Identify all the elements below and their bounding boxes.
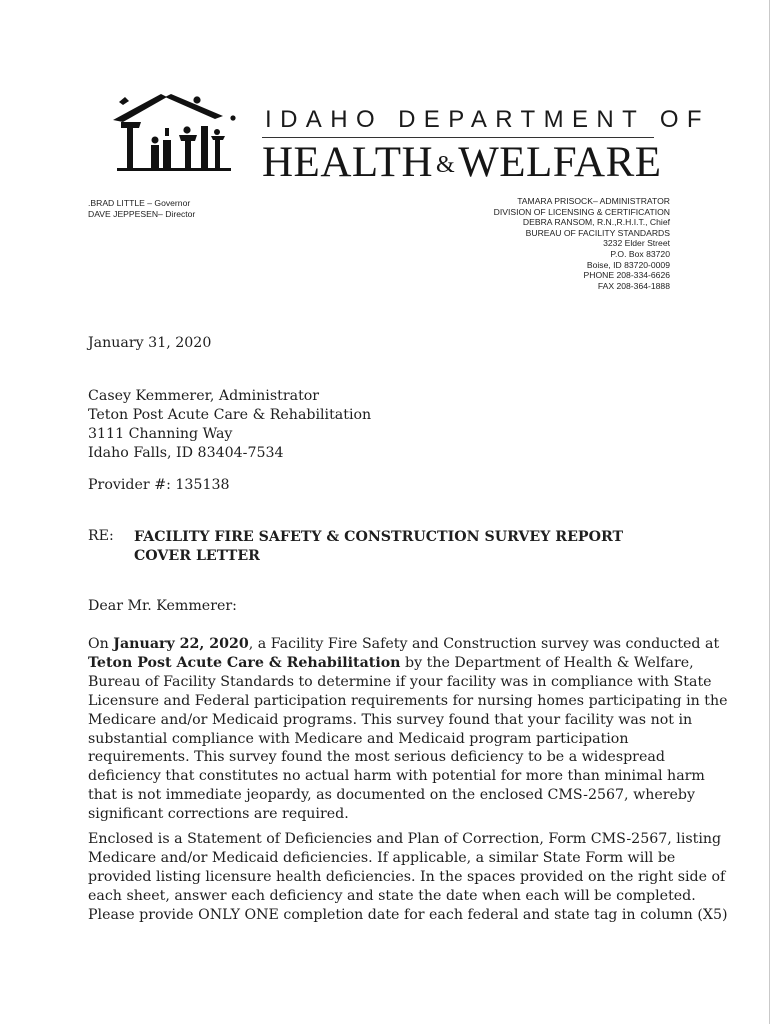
phone-line: PHONE 208-334-6626 — [583, 270, 670, 281]
paragraph-line: Please provide ONLY ONE completion date for each federal and state tag in column (X5) — [88, 906, 728, 923]
left-staff-list — [88, 198, 195, 219]
text-run: , a Facility Fire Safety and Construction survey was conducted at — [248, 636, 720, 652]
paragraph-line — [88, 654, 694, 673]
salutation: Dear Mr. Kemmerer: — [88, 598, 237, 614]
department-header-main — [262, 138, 662, 187]
recipient-address — [88, 387, 371, 463]
paragraph-line: substantial compliance with Medicare and Medicaid program participation — [88, 730, 629, 747]
recipient-line: Casey Kemmerer, Administrator — [88, 388, 320, 404]
re-label: RE: — [88, 528, 114, 544]
paragraph-line: that is not immediate jeopardy, as documented on the enclosed CMS-2567, whereby — [88, 787, 696, 804]
re-subject-line: COVER LETTER — [134, 547, 260, 564]
recipient-line: Idaho Falls, ID 83404-7534 — [88, 445, 284, 461]
dept-main-ampersand: & — [436, 152, 456, 178]
paragraph-line: Medicare and/or Medicaid programs. This survey found that your facility was not in — [88, 711, 693, 728]
department-header-top: IDAHO DEPARTMENT OF — [265, 106, 710, 133]
paragraph-line: Licensure and Federal participation requirements for nursing homes participating in the — [88, 692, 728, 709]
provider-number: Provider #: 135138 — [88, 477, 230, 493]
staff-line: BUREAU OF FACILITY STANDARDS — [525, 227, 670, 238]
right-staff-list — [470, 196, 670, 291]
paragraph-line — [88, 635, 720, 654]
paragraph-line: Medicare and/or Medicaid deficiencies. If applicable, a similar State Form will be — [88, 849, 676, 866]
staff-line: DIVISION OF LICENSING & CERTIFICATION — [493, 206, 670, 217]
fax-line: FAX 208-364-1888 — [597, 280, 670, 291]
re-subject-line: FACILITY FIRE SAFETY & CONSTRUCTION SURVEY REPORT — [134, 529, 624, 545]
staff-line: TAMARA PRISOCK– ADMINISTRATOR — [517, 196, 670, 206]
dept-main-welfare: WELFARE — [458, 139, 662, 186]
text-run: On — [88, 636, 114, 652]
re-subject — [134, 528, 623, 565]
paragraph-line: each sheet, answer each deficiency and state the date when each will be completed. — [88, 887, 696, 904]
paragraph-line: requirements. This survey found the most serious deficiency to be a widespread — [88, 749, 665, 766]
facility-name: Teton Post Acute Care & Rehabilitation — [88, 654, 401, 671]
paragraph-line: Bureau of Facility Standards to determine if your facility was in compliance with State — [88, 673, 712, 690]
address-line: P.O. Box 83720 — [610, 248, 670, 259]
staff-line: DEBRA RANSOM, R.N.,R.H.I.T., Chief — [522, 217, 670, 228]
recipient-line: 3111 Channing Way — [88, 426, 233, 442]
staff-line: DAVE JEPPESEN– Director — [88, 208, 196, 219]
paragraph-line: significant corrections are required. — [88, 806, 349, 823]
recipient-line: Teton Post Acute Care & Rehabilitation — [88, 407, 372, 423]
address-line: 3232 Elder Street — [603, 238, 670, 249]
survey-date: January 22, 2020 — [113, 636, 249, 652]
paragraph-line: deficiency that constitutes no actual harm with potential for more than minimal harm — [88, 768, 705, 785]
text-run: by the Department of Health & Welfare, — [400, 654, 694, 671]
address-line: Boise, ID 83720-0009 — [586, 259, 670, 270]
letter-date: January 31, 2020 — [88, 335, 212, 351]
dept-main-health: HEALTH — [262, 139, 434, 186]
paragraph-line: provided listing licensure health deficiencies. In the spaces provided on the right side of — [88, 868, 726, 885]
paragraph-survey-findings — [88, 635, 728, 824]
staff-line: .BRAD LITTLE – Governor — [88, 198, 191, 208]
paragraph-enclosed-forms — [88, 830, 728, 925]
idhw-logo-icon — [105, 88, 245, 178]
paragraph-line: Enclosed is a Statement of Deficiencies and Plan of Correction, Form CMS-2567, listing — [88, 831, 722, 847]
